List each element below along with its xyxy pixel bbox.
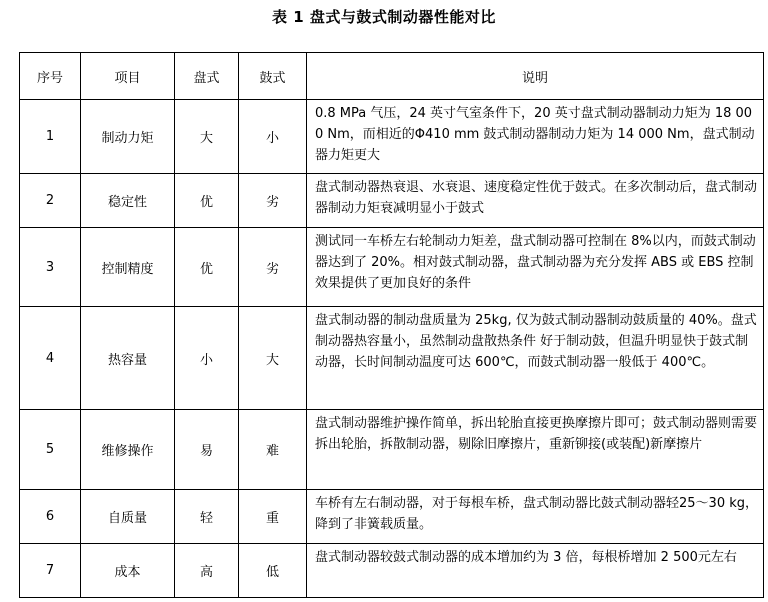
table-row: [20, 410, 764, 490]
cell-desc: 盘式制动器维护操作简单，拆出轮胎直接更换摩擦片即可；鼓式制动器则需要拆出轮胎，拆散制动器，剔除旧摩擦片，重新铆接(或装配)新摩擦片: [307, 410, 764, 490]
cell-disc: 优: [175, 228, 239, 307]
table-row: [20, 544, 764, 598]
cell-drum: 劣: [239, 228, 307, 307]
cell-drum: 重: [239, 490, 307, 544]
cell-desc: 盘式制动器的制动盘质量为 25kg, 仅为鼓式制动器制动鼓质量的 40%。盘式制动器热容量小，虽然制动盘散热条件 好于制动鼓，但温升明显快于鼓式制动器，长时间制动温度可达 600℃，而鼓式制动器一般低于 400℃。: [307, 307, 764, 410]
cell-no: 3: [20, 228, 81, 307]
cell-no: 2: [20, 174, 81, 228]
table-row: [20, 490, 764, 544]
cell-desc: 车桥有左右制动器，对于每根车桥，盘式制动器比鼓式制动器轻25～30 kg，降到了非簧载质量。: [307, 490, 764, 544]
cell-drum: 大: [239, 307, 307, 410]
table-row: [20, 174, 764, 228]
cell-item: 自质量: [81, 490, 175, 544]
cell-desc: 盘式制动器热衰退、水衰退、速度稳定性优于鼓式。在多次制动后，盘式制动器制动力矩衰减明显小于鼓式: [307, 174, 764, 228]
header-row: [20, 53, 764, 100]
cell-desc: 测试同一车桥左右轮制动力矩差，盘式制动器可控制在 8%以内，而鼓式制动器达到了 20%。相对鼓式制动器，盘式制动器为充分发挥 ABS 或 EBS 控制效果提供了更加良好的条件: [307, 228, 764, 307]
cell-item: 成本: [81, 544, 175, 598]
cell-disc: 易: [175, 410, 239, 490]
cell-disc: 大: [175, 100, 239, 174]
cell-desc: 盘式制动器较鼓式制动器的成本增加约为 3 倍，每根桥增加 2 500元左右: [307, 544, 764, 598]
header-desc: 说明: [307, 53, 764, 100]
cell-disc: 优: [175, 174, 239, 228]
table-row: [20, 228, 764, 307]
comparison-table: [19, 52, 764, 598]
cell-no: 4: [20, 307, 81, 410]
cell-drum: 劣: [239, 174, 307, 228]
header-no: 序号: [20, 53, 81, 100]
cell-item: 制动力矩: [81, 100, 175, 174]
cell-drum: 难: [239, 410, 307, 490]
cell-item: 维修操作: [81, 410, 175, 490]
cell-no: 5: [20, 410, 81, 490]
header-disc: 盘式: [175, 53, 239, 100]
table-row: [20, 307, 764, 410]
cell-disc: 小: [175, 307, 239, 410]
cell-no: 6: [20, 490, 81, 544]
cell-no: 1: [20, 100, 81, 174]
cell-disc: 轻: [175, 490, 239, 544]
cell-item: 热容量: [81, 307, 175, 410]
cell-item: 控制精度: [81, 228, 175, 307]
cell-desc: 0.8 MPa 气压，24 英寸气室条件下，20 英寸盘式制动器制动力矩为 18 000 Nm，而相近的Φ410 mm 鼓式制动器制动力矩为 14 000 Nm，盘式制动器力矩更大: [307, 100, 764, 174]
cell-drum: 低: [239, 544, 307, 598]
cell-drum: 小: [239, 100, 307, 174]
cell-disc: 高: [175, 544, 239, 598]
header-drum: 鼓式: [239, 53, 307, 100]
header-item: 项目: [81, 53, 175, 100]
cell-no: 7: [20, 544, 81, 598]
table-title: 表 1 盘式与鼓式制动器性能对比: [272, 8, 496, 26]
cell-item: 稳定性: [81, 174, 175, 228]
table-row: [20, 100, 764, 174]
